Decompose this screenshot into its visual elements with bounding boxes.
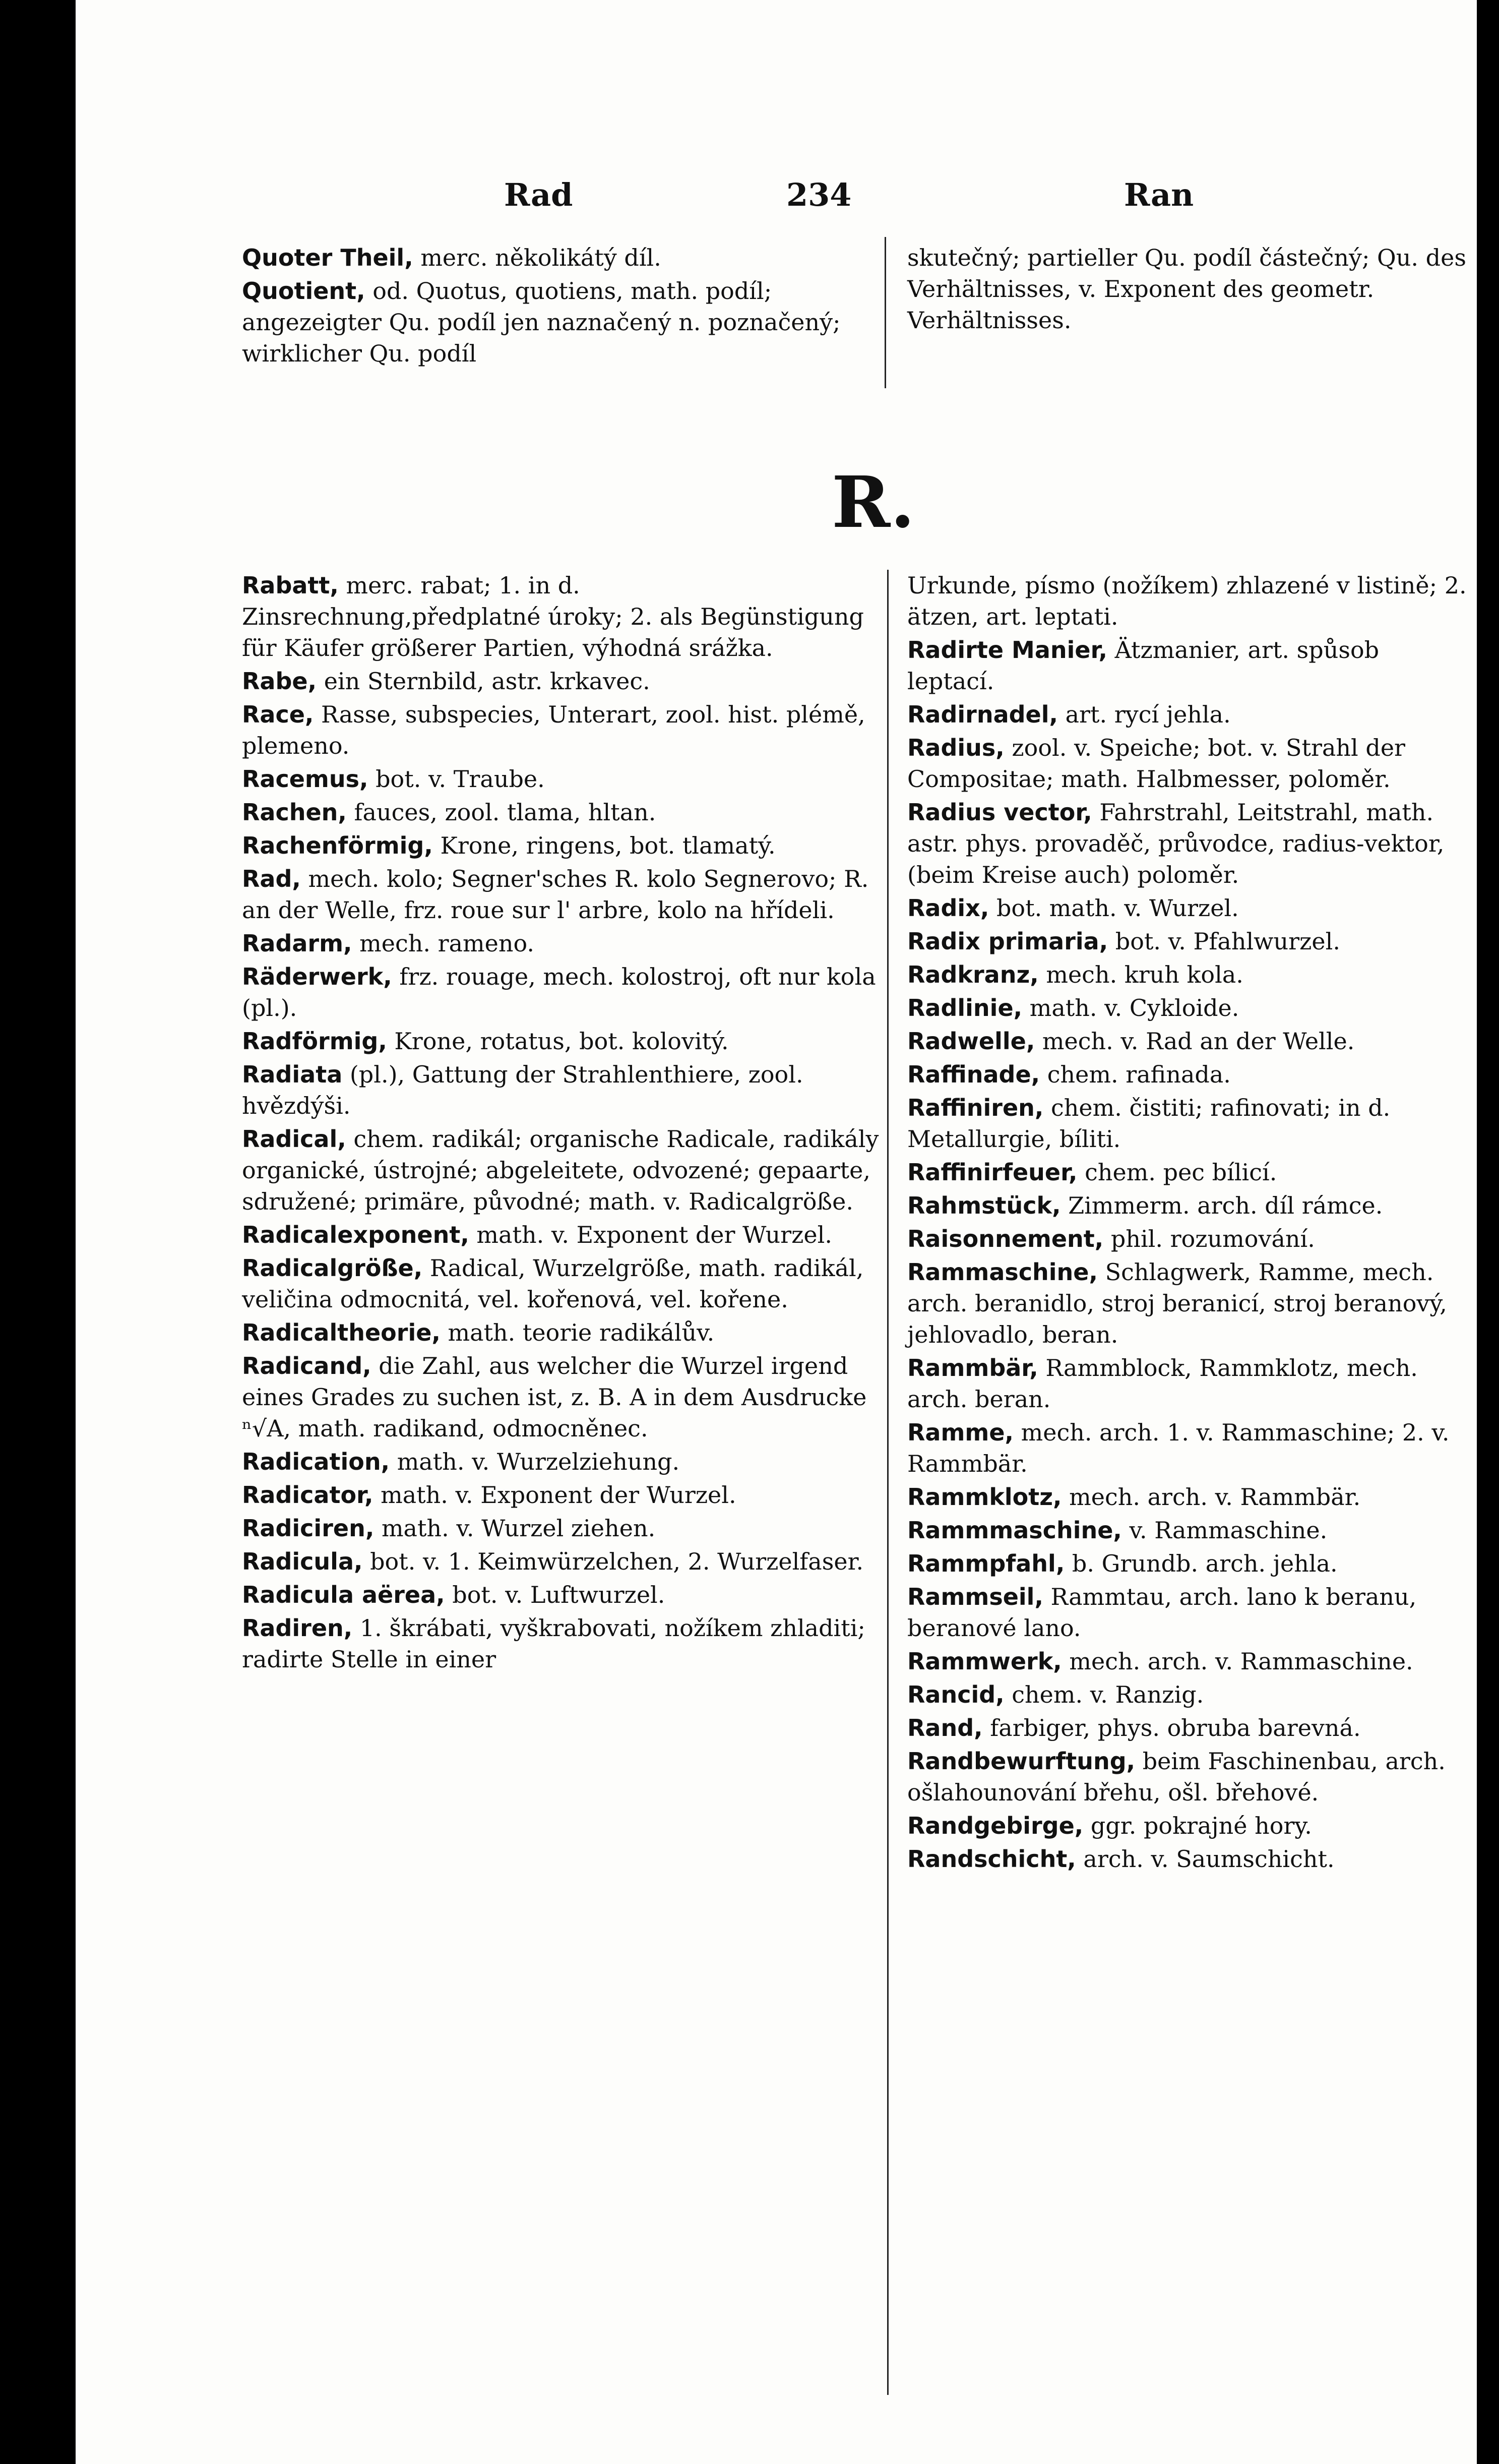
definition: frz. rouage, mech. kolostroj, oft nur kola (pl.). bbox=[242, 963, 876, 1021]
headword: Rahmstück, bbox=[907, 1192, 1061, 1219]
entry bbox=[907, 1515, 1472, 1546]
definition: bot. v. 1. Keimwürzelchen, 2. Wurzelfaser. bbox=[370, 1548, 864, 1575]
definition: arch. v. Saumschicht. bbox=[1083, 1845, 1335, 1873]
definition: die Zahl, aus welcher die Wurzel irgend eines Grades zu suchen ist, z. B. A in dem Ausdrucke ⁿ√A, math. radikand, odmocněnec. bbox=[242, 1352, 867, 1442]
headword: Radicula, bbox=[242, 1548, 363, 1575]
entry bbox=[242, 1612, 882, 1675]
definition: skutečný; partieller Qu. podíl částečný; Qu. des Verhältnisses, v. Exponent des geometr. Verhältnisses. bbox=[907, 244, 1466, 334]
entry bbox=[242, 1513, 882, 1544]
headword: Raffinirfeuer, bbox=[907, 1159, 1078, 1186]
definition: chem. v. Ranzig. bbox=[1012, 1681, 1204, 1708]
entry bbox=[242, 1252, 882, 1315]
entry bbox=[907, 1746, 1472, 1808]
entry bbox=[242, 275, 872, 369]
entry bbox=[242, 1219, 882, 1250]
headword: Rammwerk, bbox=[907, 1648, 1062, 1675]
definition: Schlagwerk, Ramme, mech. arch. beranidlo, stroj beranicí, stroj beranový, jehlovadlo, beran. bbox=[907, 1258, 1447, 1348]
entry bbox=[242, 797, 882, 828]
headword: Radical, bbox=[242, 1125, 346, 1153]
definition: 1. škrábati, vyškrabovati, nožíkem zhladiti; radirte Stelle in einer bbox=[242, 1614, 865, 1673]
entry bbox=[907, 1157, 1472, 1188]
entry bbox=[907, 1092, 1472, 1155]
entry bbox=[242, 699, 882, 761]
definition: od. Quotus, quotiens, math. podíl; angezeigter Qu. podíl jen naznačený n. poznačený; wirklicher Qu. podíl bbox=[242, 277, 841, 367]
entry bbox=[242, 961, 882, 1024]
headword: Randbewurftung, bbox=[907, 1748, 1136, 1775]
headword: Rancid, bbox=[907, 1681, 1005, 1708]
entry bbox=[907, 1256, 1472, 1350]
entry bbox=[907, 242, 1472, 336]
entry bbox=[907, 797, 1472, 890]
entry bbox=[242, 1579, 882, 1610]
headword: Radarm, bbox=[242, 930, 352, 957]
definition: bot. v. Pfahlwurzel. bbox=[1115, 928, 1340, 955]
entry bbox=[907, 1646, 1472, 1677]
definition: v. Rammaschine. bbox=[1129, 1517, 1328, 1544]
entry bbox=[907, 926, 1472, 957]
headword: Radicalgröße, bbox=[242, 1254, 423, 1282]
entry bbox=[242, 242, 872, 273]
definition: mech. v. Rad an der Welle. bbox=[1042, 1028, 1355, 1055]
definition: chem. čistiti; rafinovati; in d. Metallurgie, bíliti. bbox=[907, 1094, 1391, 1153]
entry bbox=[242, 863, 882, 926]
entry bbox=[242, 1350, 882, 1444]
definition: phil. rozumování. bbox=[1110, 1225, 1315, 1252]
definition: mech. arch. 1. v. Rammaschine; 2. v. Rammbär. bbox=[907, 1419, 1450, 1477]
headword: Radicator, bbox=[242, 1481, 373, 1509]
headword: Radlinie, bbox=[907, 994, 1023, 1021]
entry bbox=[907, 1352, 1472, 1415]
page-number: 234 bbox=[786, 176, 852, 213]
entry bbox=[242, 570, 882, 664]
entry bbox=[907, 1190, 1472, 1221]
definition: Rasse, subspecies, Unterart, zool. hist. plémě, plemeno. bbox=[242, 701, 865, 759]
entry bbox=[907, 1059, 1472, 1090]
entry bbox=[907, 1223, 1472, 1254]
definition: mech. arch. v. Rammaschine. bbox=[1069, 1648, 1413, 1675]
entry bbox=[242, 666, 882, 697]
headword: Radwelle, bbox=[907, 1028, 1035, 1055]
definition: bot. v. Luftwurzel. bbox=[452, 1581, 665, 1608]
headword: Rad, bbox=[242, 865, 301, 892]
section-letter: R. bbox=[832, 461, 915, 544]
headword: Rachen, bbox=[242, 799, 347, 826]
definition: chem. rafinada. bbox=[1047, 1061, 1231, 1088]
headword: Randschicht, bbox=[907, 1845, 1076, 1873]
entry bbox=[242, 830, 882, 861]
definition: Radical, Wurzelgröße, math. radikál, veličina odmocnitá, vel. kořenová, vel. kořene. bbox=[242, 1254, 864, 1313]
entry bbox=[242, 928, 882, 959]
definition: math. v. Exponent der Wurzel. bbox=[476, 1221, 832, 1248]
headword: Rammpfahl, bbox=[907, 1550, 1065, 1577]
headword: Radiciren, bbox=[242, 1515, 374, 1542]
headword: Radix primaria, bbox=[907, 928, 1108, 955]
definition: Rammtau, arch. lano k beranu, beranové lano. bbox=[907, 1583, 1417, 1642]
entry bbox=[907, 634, 1472, 697]
definition: Fahrstrahl, Leitstrahl, math. astr. phys. provaděč, průvodce, radius-vektor, (beim Kreise auch) poloměr. bbox=[907, 799, 1445, 888]
headword: Rabatt, bbox=[242, 572, 339, 599]
header-left-guideword: Rad bbox=[504, 176, 573, 213]
headword: Race, bbox=[242, 701, 314, 728]
definition: Zimmerm. arch. díl rámce. bbox=[1068, 1192, 1383, 1219]
headword: Radirte Manier, bbox=[907, 636, 1107, 664]
column-divider bbox=[887, 570, 889, 2395]
definition: math. v. Cykloide. bbox=[1029, 994, 1239, 1021]
headword: Radication, bbox=[242, 1448, 390, 1475]
top-right-column bbox=[907, 242, 1472, 338]
definition: farbiger, phys. obruba barevná. bbox=[990, 1714, 1361, 1741]
headword: Radicand, bbox=[242, 1352, 371, 1379]
running-header bbox=[76, 176, 1477, 232]
entry bbox=[907, 570, 1472, 632]
headword: Quotient, bbox=[242, 277, 365, 305]
definition: Ätzmanier, art. spůsob leptací. bbox=[907, 636, 1380, 695]
headword: Radius, bbox=[907, 734, 1005, 761]
entry bbox=[907, 1548, 1472, 1579]
definition: chem. radikál; organische Radicale, radikály organické, ústrojné; abgeleitete, odvozené; gepaarte, sdružené; primäre, původné; math. v. Radicalgröße. bbox=[242, 1125, 879, 1215]
entry bbox=[907, 1581, 1472, 1644]
header-right-guideword: Ran bbox=[1124, 176, 1194, 213]
entry bbox=[242, 1317, 882, 1348]
headword: Radkranz, bbox=[907, 961, 1039, 988]
entry bbox=[242, 1059, 882, 1121]
headword: Radiren, bbox=[242, 1614, 353, 1642]
definition: art. rycí jehla. bbox=[1065, 701, 1231, 728]
entry bbox=[907, 1417, 1472, 1479]
headword: Rachenförmig, bbox=[242, 832, 433, 859]
headword: Randgebirge, bbox=[907, 1812, 1084, 1839]
headword: Radicalexponent, bbox=[242, 1221, 469, 1248]
headword: Radiata bbox=[242, 1061, 343, 1088]
entry bbox=[907, 1679, 1472, 1710]
left-column bbox=[242, 570, 882, 1677]
entry bbox=[907, 992, 1472, 1024]
definition: math. v. Wurzel ziehen. bbox=[381, 1515, 656, 1542]
entry bbox=[907, 1481, 1472, 1513]
headword: Raffinade, bbox=[907, 1061, 1040, 1088]
headword: Radius vector, bbox=[907, 799, 1092, 826]
entry bbox=[242, 1446, 882, 1477]
definition: Krone, rotatus, bot. kolovitý. bbox=[394, 1028, 729, 1055]
headword: Rand, bbox=[907, 1714, 983, 1741]
definition: mech. kolo; Segner'sches R. kolo Segnerovo; R. an der Welle, frz. roue sur l' arbre, kolo na hřídeli. bbox=[242, 865, 869, 924]
scan-left-edge bbox=[0, 0, 76, 2464]
headword: Ramme, bbox=[907, 1419, 1014, 1446]
definition: Urkunde, písmo (nožíkem) zhlazené v listině; 2. ätzen, art. leptati. bbox=[907, 572, 1467, 630]
headword: Rabe, bbox=[242, 668, 317, 695]
headword: Rammaschine, bbox=[907, 1258, 1098, 1286]
entry bbox=[907, 892, 1472, 924]
definition: merc. několikátý díl. bbox=[420, 244, 661, 271]
definition: zool. v. Speiche; bot. v. Strahl der Compositae; math. Halbmesser, poloměr. bbox=[907, 734, 1406, 793]
headword: Radförmig, bbox=[242, 1028, 387, 1055]
entry bbox=[907, 1712, 1472, 1744]
headword: Rammseil, bbox=[907, 1583, 1043, 1610]
headword: Rammbär, bbox=[907, 1354, 1038, 1381]
entry bbox=[907, 1810, 1472, 1841]
definition: (pl.), Gattung der Strahlenthiere, zool. hvězdýši. bbox=[242, 1061, 803, 1119]
entry bbox=[242, 1546, 882, 1577]
headword: Räderwerk, bbox=[242, 963, 392, 990]
definition: ggr. pokrajné hory. bbox=[1090, 1812, 1312, 1839]
right-column bbox=[907, 570, 1472, 1877]
headword: Radix, bbox=[907, 894, 989, 922]
entry bbox=[907, 732, 1472, 795]
entry bbox=[907, 1843, 1472, 1875]
definition: mech. arch. v. Rammbär. bbox=[1069, 1483, 1361, 1511]
definition: chem. pec bílicí. bbox=[1085, 1159, 1277, 1186]
definition: math. v. Wurzelziehung. bbox=[397, 1448, 680, 1475]
headword: Radicaltheorie, bbox=[242, 1319, 441, 1346]
entry bbox=[242, 763, 882, 795]
top-left-column bbox=[242, 242, 872, 371]
definition: fauces, zool. tlama, hltan. bbox=[354, 799, 656, 826]
headword: Raffiniren, bbox=[907, 1094, 1044, 1121]
entry bbox=[907, 699, 1472, 730]
definition: mech. rameno. bbox=[359, 930, 535, 957]
definition: beim Faschinenbau, arch. ošlahounování břehu, ošl. břehové. bbox=[907, 1748, 1446, 1806]
definition: math. v. Exponent der Wurzel. bbox=[381, 1481, 736, 1509]
entry bbox=[242, 1026, 882, 1057]
definition: Rammblock, Rammklotz, mech. arch. beran. bbox=[907, 1354, 1418, 1413]
definition: merc. rabat; 1. in d. Zinsrechnung,předplatné úroky; 2. als Begünstigung für Käufer größerer Partien, výhodná srážka. bbox=[242, 572, 864, 662]
definition: b. Grundb. arch. jehla. bbox=[1072, 1550, 1338, 1577]
headword: Radirnadel, bbox=[907, 701, 1058, 728]
definition: mech. kruh kola. bbox=[1046, 961, 1243, 988]
entry bbox=[242, 1123, 882, 1217]
dictionary-page bbox=[76, 0, 1477, 2464]
entry bbox=[242, 1479, 882, 1511]
headword: Quoter Theil, bbox=[242, 244, 413, 271]
column-divider-top bbox=[885, 237, 886, 388]
definition: Krone, ringens, bot. tlamatý. bbox=[440, 832, 776, 859]
headword: Rammklotz, bbox=[907, 1483, 1062, 1511]
definition: bot. math. v. Wurzel. bbox=[996, 894, 1239, 922]
headword: Rammmaschine, bbox=[907, 1517, 1122, 1544]
definition: ein Sternbild, astr. krkavec. bbox=[324, 668, 650, 695]
headword: Raisonnement, bbox=[907, 1225, 1104, 1252]
definition: bot. v. Traube. bbox=[376, 765, 545, 793]
headword: Radicula aërea, bbox=[242, 1581, 445, 1608]
definition: math. teorie radikálův. bbox=[448, 1319, 715, 1346]
entry bbox=[907, 959, 1472, 990]
headword: Racemus, bbox=[242, 765, 368, 793]
entry bbox=[907, 1026, 1472, 1057]
